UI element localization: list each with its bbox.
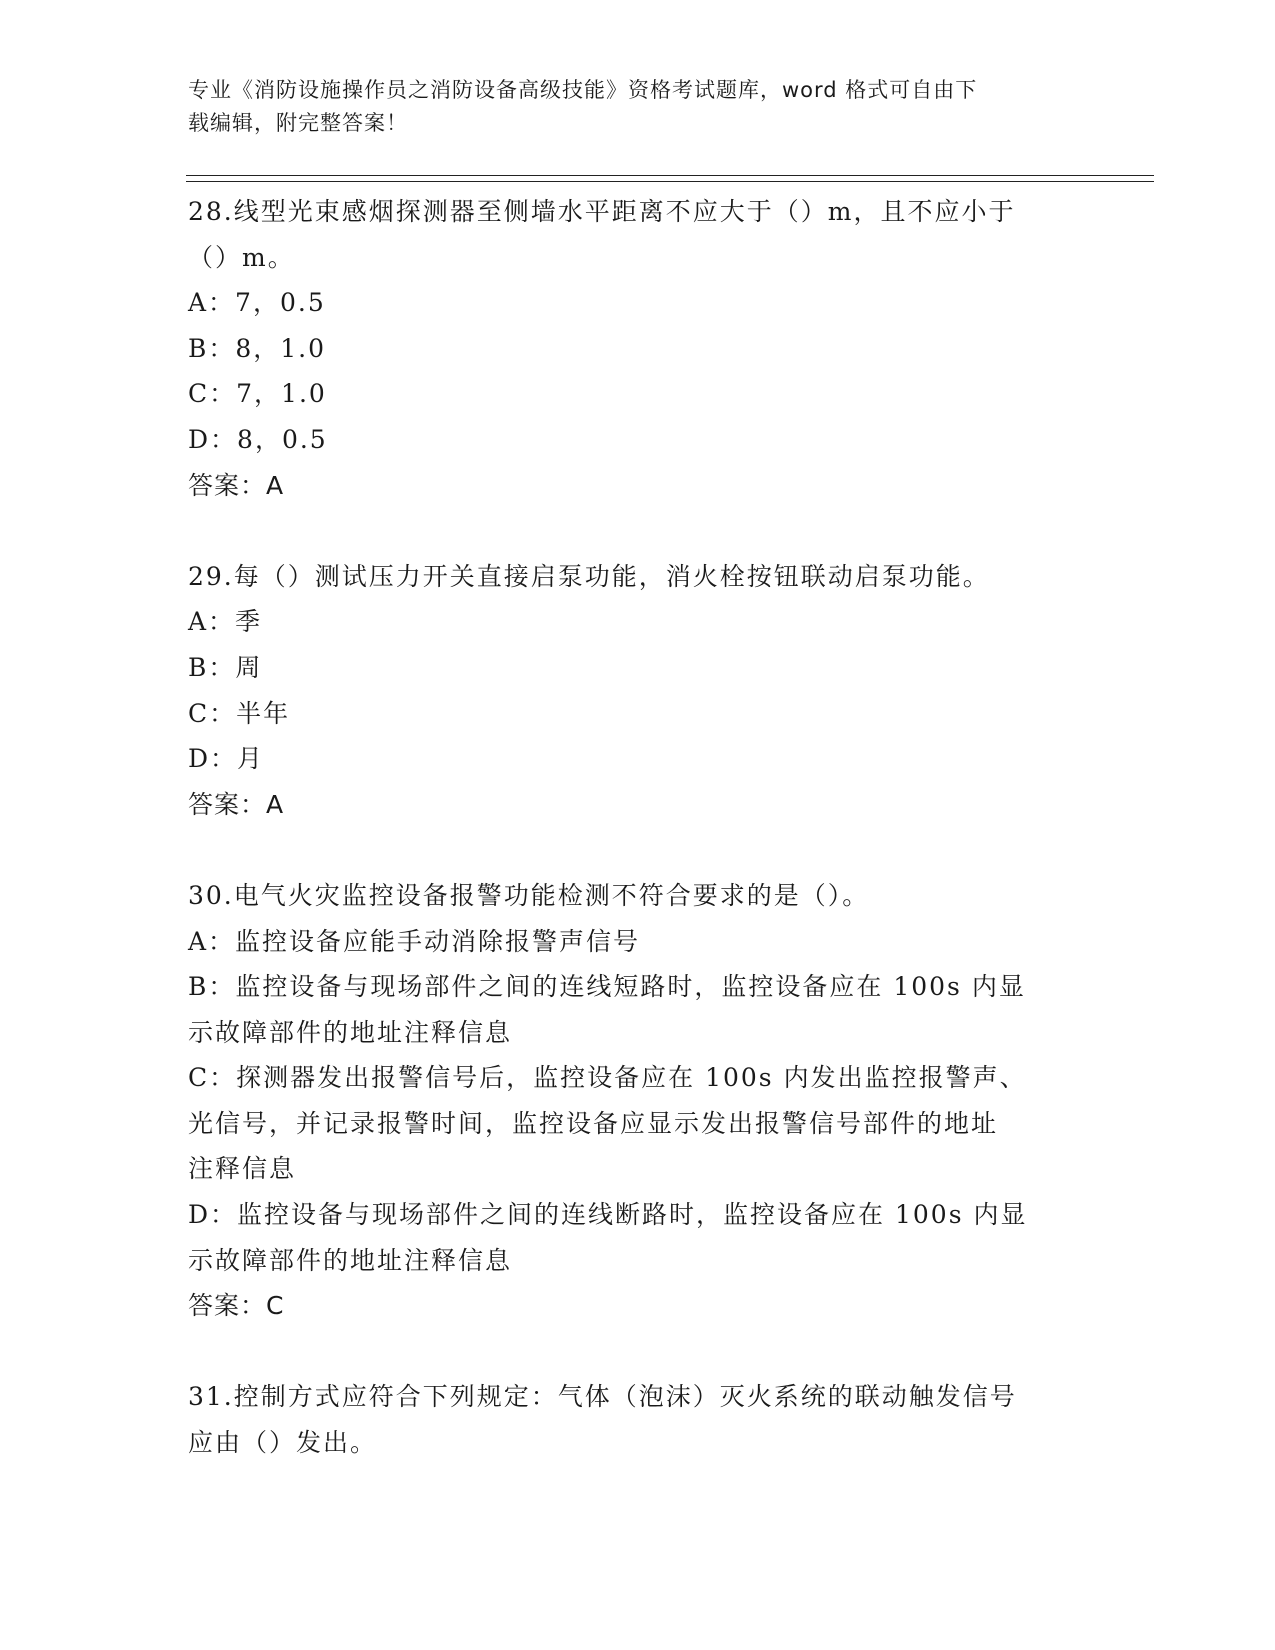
question-stem: 31.控制方式应符合下列规定：气体（泡沫）灭火系统的联动触发信号 xyxy=(188,1382,1017,1412)
question-block xyxy=(188,189,1068,508)
header-line-2: 载编辑，附完整答案！ xyxy=(188,111,408,135)
answer-option: B：8，1.0 xyxy=(188,333,327,363)
answer-option: A：季 xyxy=(188,607,263,637)
answer-option: C：探测器发出报警信号后，监控设备应在 100s 内发出监控报警声、 xyxy=(188,1063,1027,1093)
answer-key: 答案：A xyxy=(188,789,285,819)
answer-option: B：周 xyxy=(188,652,263,682)
question-stem: 30.电气火灾监控设备报警功能检测不符合要求的是（）。 xyxy=(188,880,870,910)
question-list xyxy=(188,189,1068,1466)
answer-option: C：半年 xyxy=(188,698,291,728)
answer-option: D：监控设备与现场部件之间的连线断路时，监控设备应在 100s 内显 xyxy=(188,1200,1028,1230)
question-block xyxy=(188,554,1068,828)
header-divider-bottom xyxy=(186,181,1154,182)
document-header xyxy=(188,74,1068,140)
question-block xyxy=(188,1374,1068,1465)
question-spacer xyxy=(188,1329,1068,1375)
question-stem: 应由（）发出。 xyxy=(188,1428,378,1458)
answer-option: B：监控设备与现场部件之间的连线短路时，监控设备应在 100s 内显 xyxy=(188,972,1026,1002)
question-stem: （）m。 xyxy=(188,242,295,272)
answer-option: 示故障部件的地址注释信息 xyxy=(188,1245,513,1275)
question-spacer xyxy=(188,827,1068,873)
header-divider-top xyxy=(186,175,1154,176)
question-spacer xyxy=(188,508,1068,554)
answer-option: 示故障部件的地址注释信息 xyxy=(188,1017,513,1047)
answer-option: 光信号，并记录报警时间，监控设备应显示发出报警信号部件的地址 xyxy=(188,1108,999,1138)
header-line-1: 专业《消防设施操作员之消防设备高级技能》资格考试题库，word 格式可自由下 xyxy=(188,78,978,102)
answer-option: D：月 xyxy=(188,744,265,774)
answer-option: C：7，1.0 xyxy=(188,379,327,409)
question-stem: 28.线型光束感烟探测器至侧墙水平距离不应大于（）m，且不应小于 xyxy=(188,197,1016,226)
question-stem: 29.每（）测试压力开关直接启泵功能，消火栓按钮联动启泵功能。 xyxy=(188,561,990,591)
answer-option: A：7，0.5 xyxy=(188,288,326,318)
question-block xyxy=(188,873,1068,1329)
answer-option: A：监控设备应能手动消除报警声信号 xyxy=(188,926,641,956)
answer-key: 答案：A xyxy=(188,470,285,500)
answer-option: D：8，0.5 xyxy=(188,424,328,454)
answer-option: 注释信息 xyxy=(188,1154,297,1184)
answer-key: 答案：C xyxy=(188,1291,285,1321)
